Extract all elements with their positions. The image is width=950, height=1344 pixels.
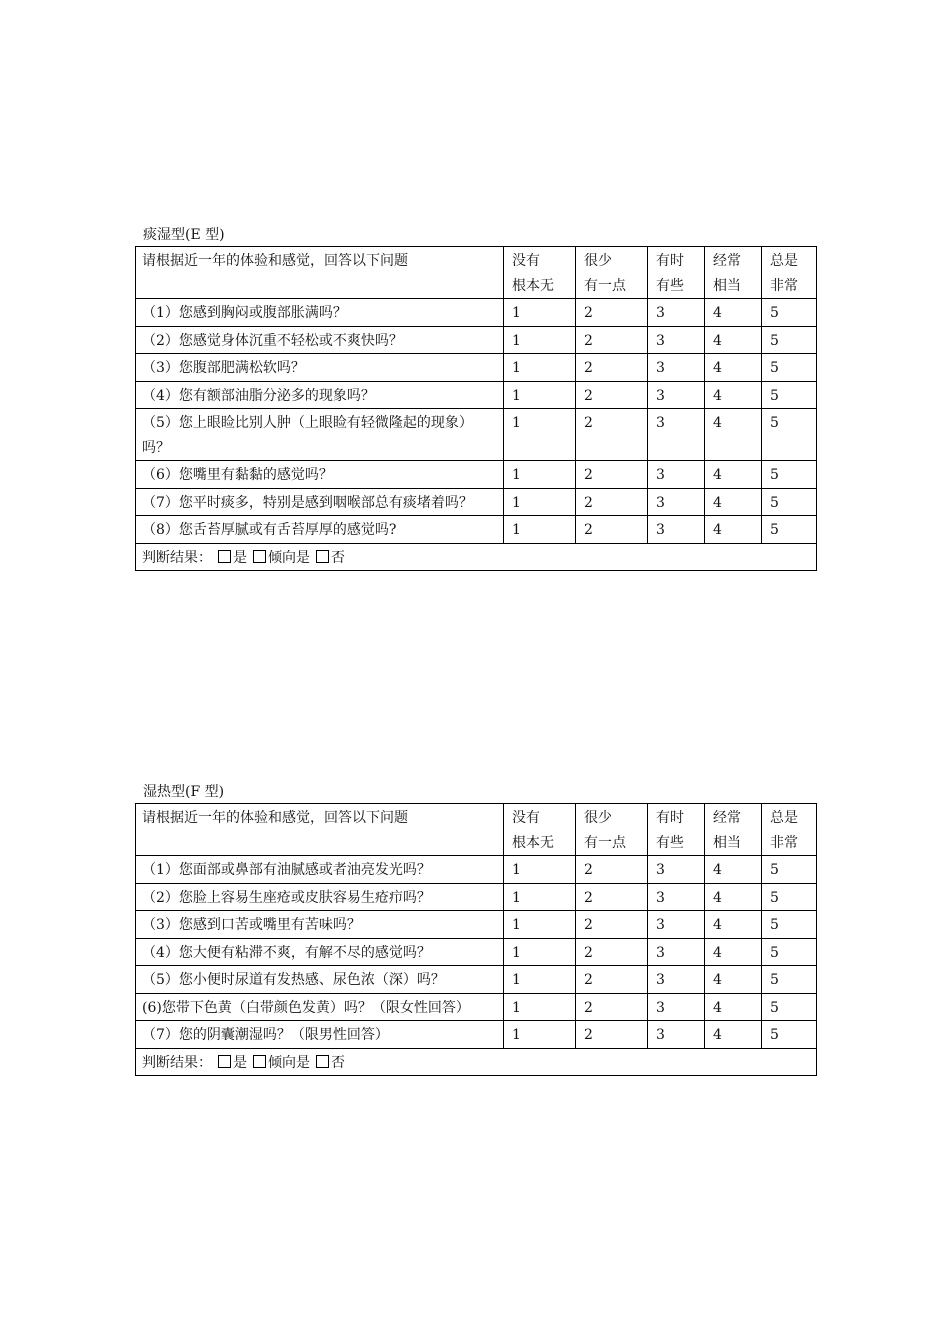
score-option[interactable]: 3 — [648, 354, 705, 382]
score-option[interactable]: 1 — [504, 516, 576, 544]
score-option[interactable]: 4 — [705, 488, 762, 516]
question-text: （2）您感觉身体沉重不轻松或不爽快吗？ — [136, 326, 504, 354]
scale-header-line: 相当 — [713, 834, 741, 851]
score-option[interactable]: 4 — [705, 326, 762, 354]
question-text: （4）您有额部油脂分泌多的现象吗？ — [136, 381, 504, 409]
scale-header-line: 有一点 — [584, 834, 626, 851]
score-option[interactable]: 2 — [576, 326, 648, 354]
judgment-option: 否 — [331, 549, 345, 566]
question-row — [136, 911, 817, 939]
question-text: （3）您感到口苦或嘴里有苦味吗？ — [136, 911, 504, 939]
score-option[interactable]: 4 — [705, 938, 762, 966]
score-option[interactable]: 2 — [576, 409, 648, 461]
question-row — [136, 461, 817, 489]
score-option[interactable]: 5 — [762, 461, 817, 489]
score-option[interactable]: 5 — [762, 354, 817, 382]
judgment-option: 倾向是 — [268, 549, 310, 566]
score-option[interactable]: 4 — [705, 516, 762, 544]
judgment-checkbox[interactable] — [316, 1055, 329, 1068]
score-option[interactable]: 4 — [705, 856, 762, 884]
judgment-label: 判断结果： — [142, 549, 212, 566]
question-row — [136, 381, 817, 409]
judgment-row — [136, 1048, 817, 1076]
question-text: （5）您上眼睑比别人肿（上眼睑有轻微隆起的现象）吗？ — [136, 409, 504, 461]
question-header: 请根据近一年的体验和感觉，回答以下问题 — [136, 804, 504, 856]
score-option[interactable]: 4 — [705, 1021, 762, 1049]
score-option[interactable]: 1 — [504, 911, 576, 939]
header-row — [136, 247, 817, 299]
score-option[interactable]: 1 — [504, 354, 576, 382]
score-option[interactable]: 3 — [648, 516, 705, 544]
question-text: （7）您平时痰多，特别是感到咽喉部总有痰堵着吗？ — [136, 488, 504, 516]
question-text: （6）您嘴里有黏黏的感觉吗？ — [136, 461, 504, 489]
scale-header-line: 经常 — [713, 253, 741, 269]
score-option[interactable]: 3 — [648, 299, 705, 327]
question-row — [136, 1021, 817, 1049]
scale-header — [705, 247, 762, 299]
judgment-checkbox[interactable] — [253, 550, 266, 563]
score-option[interactable]: 5 — [762, 1021, 817, 1049]
scale-header — [648, 804, 705, 856]
scale-header-line: 总是 — [770, 810, 798, 826]
score-option[interactable]: 1 — [504, 381, 576, 409]
question-row — [136, 883, 817, 911]
judgment-checkbox[interactable] — [253, 1055, 266, 1068]
question-text: （4）您大便有粘滞不爽，有解不尽的感觉吗？ — [136, 938, 504, 966]
scale-header — [504, 247, 576, 299]
table-caption: 痰湿型(E 型) — [143, 227, 225, 243]
question-text: （1）您感到胸闷或腹部胀满吗？ — [136, 299, 504, 327]
score-option[interactable]: 2 — [576, 911, 648, 939]
question-row — [136, 993, 817, 1021]
score-option[interactable]: 3 — [648, 461, 705, 489]
scale-header-line: 很少 — [584, 253, 612, 269]
scale-header-line: 有些 — [656, 834, 684, 851]
judgment-option: 是 — [233, 549, 247, 566]
score-option[interactable]: 1 — [504, 966, 576, 994]
question-row — [136, 488, 817, 516]
score-option[interactable]: 4 — [705, 354, 762, 382]
score-option[interactable]: 5 — [762, 883, 817, 911]
score-option[interactable]: 2 — [576, 966, 648, 994]
score-option[interactable]: 2 — [576, 461, 648, 489]
scale-header-line: 没有 — [512, 810, 540, 826]
scale-header — [762, 247, 817, 299]
scale-header-line: 有些 — [656, 277, 684, 294]
scale-header — [576, 247, 648, 299]
question-text: （8）您舌苔厚腻或有舌苔厚厚的感觉吗? — [136, 516, 504, 544]
score-option[interactable]: 2 — [576, 856, 648, 884]
score-option[interactable]: 4 — [705, 461, 762, 489]
questionnaire-table — [135, 246, 817, 571]
question-row — [136, 938, 817, 966]
question-header: 请根据近一年的体验和感觉，回答以下问题 — [136, 247, 504, 299]
score-option[interactable]: 1 — [504, 326, 576, 354]
question-row — [136, 966, 817, 994]
score-option[interactable]: 3 — [648, 938, 705, 966]
scale-header-line: 有时 — [656, 253, 684, 269]
judgment-option: 否 — [331, 1054, 345, 1071]
score-option[interactable]: 5 — [762, 966, 817, 994]
scale-header — [705, 804, 762, 856]
judgment-checkbox[interactable] — [218, 550, 231, 563]
scale-header-line: 非常 — [770, 277, 798, 294]
question-text: （1）您面部或鼻部有油腻感或者油亮发光吗？ — [136, 856, 504, 884]
questionnaire-table — [135, 803, 817, 1076]
score-option[interactable]: 4 — [705, 381, 762, 409]
scale-header-line: 非常 — [770, 834, 798, 851]
score-option[interactable]: 5 — [762, 488, 817, 516]
score-option[interactable]: 4 — [705, 993, 762, 1021]
score-option[interactable]: 3 — [648, 856, 705, 884]
judgment-checkbox[interactable] — [218, 1055, 231, 1068]
scale-header-line: 根本无 — [512, 834, 554, 851]
score-option[interactable]: 3 — [648, 326, 705, 354]
score-option[interactable]: 5 — [762, 856, 817, 884]
score-option[interactable]: 5 — [762, 381, 817, 409]
score-option[interactable]: 5 — [762, 938, 817, 966]
score-option[interactable]: 4 — [705, 409, 762, 461]
question-text: （2）您脸上容易生座疮或皮肤容易生疮疖吗？ — [136, 883, 504, 911]
scale-header-line: 经常 — [713, 810, 741, 826]
judgment-checkbox[interactable] — [316, 550, 329, 563]
scale-header — [648, 247, 705, 299]
score-option[interactable]: 5 — [762, 299, 817, 327]
score-option[interactable]: 3 — [648, 993, 705, 1021]
question-text: （3）您腹部肥满松软吗？ — [136, 354, 504, 382]
judgment-cell — [136, 543, 817, 571]
score-option[interactable]: 1 — [504, 993, 576, 1021]
score-option[interactable]: 2 — [576, 883, 648, 911]
scale-header-line: 总是 — [770, 253, 798, 269]
scale-header-line: 根本无 — [512, 277, 554, 294]
score-option[interactable]: 5 — [762, 516, 817, 544]
scale-header — [576, 804, 648, 856]
score-option[interactable]: 5 — [762, 326, 817, 354]
score-option[interactable]: 1 — [504, 299, 576, 327]
score-option[interactable]: 4 — [705, 299, 762, 327]
score-option[interactable]: 3 — [648, 883, 705, 911]
score-option[interactable]: 1 — [504, 461, 576, 489]
header-row — [136, 804, 817, 856]
scale-header — [762, 804, 817, 856]
judgment-cell — [136, 1048, 817, 1076]
score-option[interactable]: 1 — [504, 856, 576, 884]
scale-header-line: 相当 — [713, 277, 741, 294]
judgment-label: 判断结果： — [142, 1054, 212, 1071]
judgment-option: 倾向是 — [268, 1054, 310, 1071]
score-option[interactable]: 4 — [705, 911, 762, 939]
question-row — [136, 409, 817, 461]
question-row — [136, 299, 817, 327]
score-option[interactable]: 3 — [648, 409, 705, 461]
score-option[interactable]: 2 — [576, 1021, 648, 1049]
table-caption: 湿热型(F 型) — [143, 784, 225, 800]
score-option[interactable]: 1 — [504, 883, 576, 911]
question-text: （7）您的阴囊潮湿吗？（限男性回答） — [136, 1021, 504, 1049]
section-damp-heat — [135, 783, 816, 1076]
score-option[interactable]: 3 — [648, 1021, 705, 1049]
score-option[interactable]: 1 — [504, 488, 576, 516]
score-option[interactable]: 2 — [576, 354, 648, 382]
scale-header — [504, 804, 576, 856]
question-row — [136, 856, 817, 884]
score-option[interactable]: 2 — [576, 299, 648, 327]
score-option[interactable]: 1 — [504, 1021, 576, 1049]
judgment-option: 是 — [233, 1054, 247, 1071]
question-row — [136, 354, 817, 382]
score-option[interactable]: 3 — [648, 381, 705, 409]
score-option[interactable]: 2 — [576, 993, 648, 1021]
score-option[interactable]: 1 — [504, 409, 576, 461]
question-text: (6)您带下色黄（白带颜色发黄）吗？（限女性回答） — [136, 993, 504, 1021]
question-row — [136, 516, 817, 544]
score-option[interactable]: 3 — [648, 488, 705, 516]
score-option[interactable]: 5 — [762, 409, 817, 461]
score-option[interactable]: 2 — [576, 488, 648, 516]
question-text: （5）您小便时尿道有发热感、尿色浓（深）吗？ — [136, 966, 504, 994]
scale-header-line: 很少 — [584, 810, 612, 826]
score-option[interactable]: 4 — [705, 883, 762, 911]
score-option[interactable]: 3 — [648, 966, 705, 994]
score-option[interactable]: 2 — [576, 516, 648, 544]
score-option[interactable]: 2 — [576, 381, 648, 409]
score-option[interactable]: 5 — [762, 993, 817, 1021]
score-option[interactable]: 3 — [648, 911, 705, 939]
scale-header-line: 有一点 — [584, 277, 626, 294]
question-row — [136, 326, 817, 354]
score-option[interactable]: 2 — [576, 938, 648, 966]
score-option[interactable]: 4 — [705, 966, 762, 994]
judgment-row — [136, 543, 817, 571]
scale-header-line: 有时 — [656, 810, 684, 826]
scale-header-line: 没有 — [512, 253, 540, 269]
score-option[interactable]: 1 — [504, 938, 576, 966]
section-phlegm-dampness — [135, 226, 816, 571]
score-option[interactable]: 5 — [762, 911, 817, 939]
